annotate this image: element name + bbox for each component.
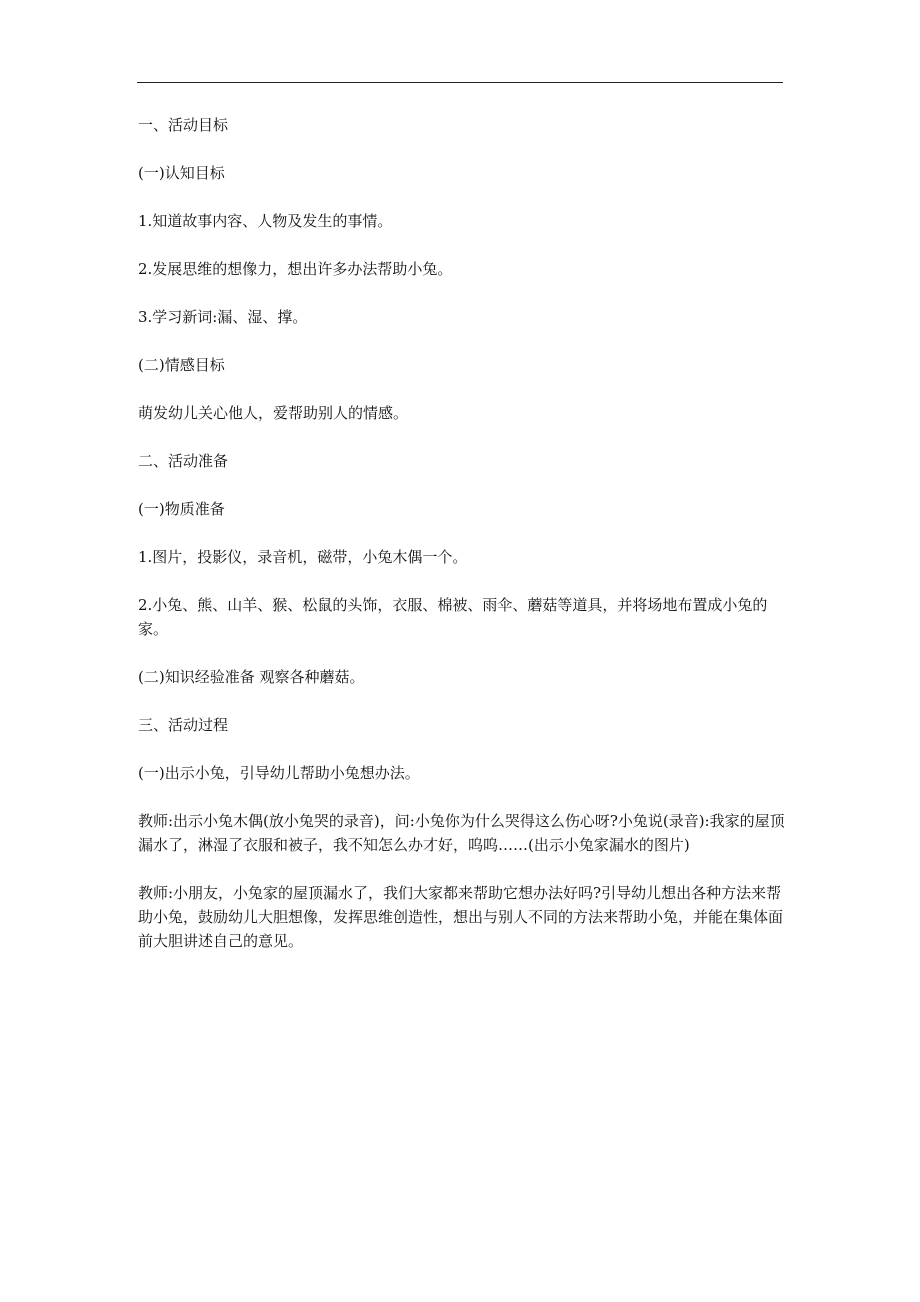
- paragraph: 2.发展思维的想像力，想出许多办法帮助小兔。: [138, 260, 453, 278]
- paragraph: 1.知道故事内容、人物及发生的事情。: [138, 212, 393, 230]
- paragraph: 3.学习新词:漏、湿、撑。: [138, 308, 308, 326]
- subheading-cognitive-goals: (一)认知目标: [138, 164, 225, 182]
- paragraph: 萌发幼儿关心他人，爱帮助别人的情感。: [138, 404, 409, 422]
- section-heading-process: 三、活动过程: [138, 716, 229, 734]
- subheading-material-preparation: (一)物质准备: [138, 500, 225, 518]
- subheading-show-rabbit: (一)出示小兔，引导幼儿帮助小兔想办法。: [138, 764, 420, 782]
- paragraph: 2.小兔、熊、山羊、猴、松鼠的头饰，衣服、棉被、雨伞、蘑菇等道具，并将场地布置成小兔的家。: [138, 596, 768, 638]
- document-body: [138, 113, 788, 977]
- subheading-emotional-goals: (二)情感目标: [138, 356, 225, 374]
- header-rule: [137, 82, 783, 83]
- paragraph: 1.图片，投影仪，录音机，磁带，小兔木偶一个。: [138, 548, 468, 566]
- subheading-knowledge-preparation: (二)知识经验准备 观察各种蘑菇。: [138, 668, 365, 686]
- section-heading-preparation: 二、活动准备: [138, 452, 229, 470]
- paragraph: 教师:小朋友，小兔家的屋顶漏水了，我们大家都来帮助它想办法好吗?引导幼儿想出各种方法来帮助小兔，鼓励幼儿大胆想像，发挥思维创造性，想出与别人不同的方法来帮助小兔，并能在集体面前大胆讲述自己的意见。: [138, 884, 784, 950]
- paragraph: 教师:出示小兔木偶(放小兔哭的录音)，问:小兔你为什么哭得这么伤心呀?小兔说(录音):我家的屋顶漏水了，淋湿了衣服和被子，我不知怎么办才好，呜呜……(出示小兔家漏水的图片): [138, 812, 785, 854]
- section-heading-goals: 一、活动目标: [138, 116, 229, 134]
